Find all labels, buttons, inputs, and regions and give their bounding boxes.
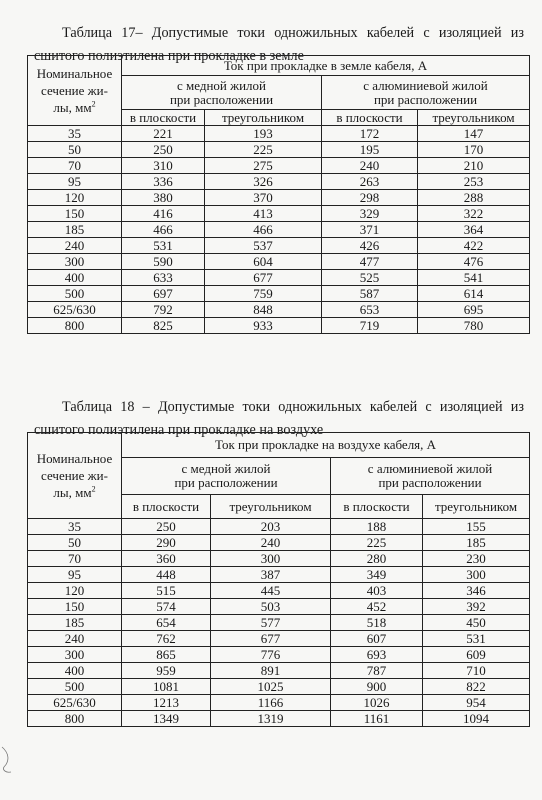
copper-flat-cell: 654: [122, 615, 211, 631]
section-cell: 150: [28, 599, 122, 615]
aluminum-flat-cell: 719: [322, 318, 418, 334]
table-row: [28, 631, 530, 647]
copper-flat-cell: 1081: [122, 679, 211, 695]
aluminum-flat-cell: 280: [331, 551, 423, 567]
copper-trefoil-header: треугольником: [205, 110, 322, 126]
table-17-body: [28, 126, 530, 334]
table-row: [28, 711, 530, 727]
copper-trefoil-cell: 240: [211, 535, 331, 551]
table-row: [28, 567, 530, 583]
aluminum-trefoil-cell: 300: [423, 567, 530, 583]
table-row: [28, 663, 530, 679]
aluminum-flat-cell: 371: [322, 222, 418, 238]
copper-flat-cell: 515: [122, 583, 211, 599]
copper-trefoil-cell: 275: [205, 158, 322, 174]
copper-trefoil-cell: 300: [211, 551, 331, 567]
table-18: [27, 432, 530, 727]
copper-trefoil-cell: 1319: [211, 711, 331, 727]
aluminum-flat-cell: 195: [322, 142, 418, 158]
copper-flat-cell: 825: [122, 318, 205, 334]
aluminum-flat-cell: 693: [331, 647, 423, 663]
section-cell: 95: [28, 174, 122, 190]
section-cell: 150: [28, 206, 122, 222]
aluminum-trefoil-cell: 954: [423, 695, 530, 711]
aluminum-flat-header: в плоскости: [322, 110, 418, 126]
table-row: [28, 615, 530, 631]
aluminum-flat-cell: 900: [331, 679, 423, 695]
aluminum-trefoil-cell: 476: [418, 254, 530, 270]
copper-flat-cell: 336: [122, 174, 205, 190]
section-cell: 800: [28, 711, 122, 727]
aluminum-header: с алюминиевой жилой при расположении: [322, 76, 530, 110]
table-17: [27, 55, 530, 334]
table-row: [28, 270, 530, 286]
aluminum-trefoil-cell: 230: [423, 551, 530, 567]
copper-flat-cell: 360: [122, 551, 211, 567]
section-cell: 120: [28, 190, 122, 206]
copper-trefoil-cell: 503: [211, 599, 331, 615]
current-group-header: Ток при прокладке на воздухе кабеля, А: [122, 433, 530, 458]
current-group-header: Ток при прокладке в земле кабеля, А: [122, 56, 530, 76]
copper-trefoil-cell: 193: [205, 126, 322, 142]
aluminum-flat-cell: 225: [331, 535, 423, 551]
copper-trefoil-cell: 891: [211, 663, 331, 679]
copper-trefoil-cell: 537: [205, 238, 322, 254]
aluminum-trefoil-cell: 541: [418, 270, 530, 286]
copper-flat-cell: 959: [122, 663, 211, 679]
copper-flat-cell: 865: [122, 647, 211, 663]
aluminum-flat-cell: 263: [322, 174, 418, 190]
copper-flat-cell: 380: [122, 190, 205, 206]
section-cell: 800: [28, 318, 122, 334]
copper-flat-cell: 448: [122, 567, 211, 583]
table-row: [28, 190, 530, 206]
copper-flat-cell: 466: [122, 222, 205, 238]
section-cell: 300: [28, 647, 122, 663]
copper-flat-cell: 416: [122, 206, 205, 222]
section-cell: 625/630: [28, 302, 122, 318]
section-cell: 400: [28, 270, 122, 286]
aluminum-flat-cell: 518: [331, 615, 423, 631]
aluminum-flat-cell: 1026: [331, 695, 423, 711]
aluminum-trefoil-cell: 210: [418, 158, 530, 174]
table-row: [28, 695, 530, 711]
aluminum-trefoil-cell: 531: [423, 631, 530, 647]
aluminum-flat-cell: 349: [331, 567, 423, 583]
section-cell: 35: [28, 519, 122, 535]
copper-trefoil-cell: 387: [211, 567, 331, 583]
table-row: [28, 535, 530, 551]
copper-flat-cell: 250: [122, 519, 211, 535]
table-row: [28, 254, 530, 270]
copper-flat-header: в плоскости: [122, 495, 211, 519]
copper-trefoil-header: треугольником: [211, 495, 331, 519]
aluminum-trefoil-cell: 1094: [423, 711, 530, 727]
section-cell: 500: [28, 679, 122, 695]
aluminum-flat-cell: 607: [331, 631, 423, 647]
copper-trefoil-cell: 677: [211, 631, 331, 647]
aluminum-trefoil-cell: 695: [418, 302, 530, 318]
aluminum-trefoil-cell: 253: [418, 174, 530, 190]
section-header: Номинальное сечение жи- лы, $мм^2$: [28, 433, 122, 519]
aluminum-trefoil-header: треугольником: [418, 110, 530, 126]
section-cell: 50: [28, 535, 122, 551]
aluminum-trefoil-cell: 170: [418, 142, 530, 158]
table-row: [28, 126, 530, 142]
copper-flat-cell: 531: [122, 238, 205, 254]
table-row: [28, 222, 530, 238]
aluminum-flat-cell: 188: [331, 519, 423, 535]
copper-flat-cell: 310: [122, 158, 205, 174]
copper-trefoil-cell: 759: [205, 286, 322, 302]
table-row: [28, 647, 530, 663]
table-row: [28, 519, 530, 535]
aluminum-trefoil-cell: 288: [418, 190, 530, 206]
copper-trefoil-cell: 604: [205, 254, 322, 270]
table-row: [28, 679, 530, 695]
copper-trefoil-cell: 577: [211, 615, 331, 631]
table-row: [28, 551, 530, 567]
table-row: [28, 318, 530, 334]
aluminum-trefoil-cell: 346: [423, 583, 530, 599]
aluminum-flat-cell: 477: [322, 254, 418, 270]
copper-flat-cell: 250: [122, 142, 205, 158]
table-row: [28, 599, 530, 615]
copper-flat-cell: 792: [122, 302, 205, 318]
aluminum-flat-cell: 653: [322, 302, 418, 318]
section-cell: 240: [28, 631, 122, 647]
copper-trefoil-cell: 677: [205, 270, 322, 286]
aluminum-flat-cell: 787: [331, 663, 423, 679]
aluminum-trefoil-header: треугольником: [423, 495, 530, 519]
copper-flat-cell: 1349: [122, 711, 211, 727]
aluminum-trefoil-cell: 780: [418, 318, 530, 334]
section-cell: 35: [28, 126, 122, 142]
aluminum-flat-header: в плоскости: [331, 495, 423, 519]
section-cell: 300: [28, 254, 122, 270]
section-cell: 185: [28, 615, 122, 631]
aluminum-flat-cell: 1161: [331, 711, 423, 727]
aluminum-flat-cell: 403: [331, 583, 423, 599]
aluminum-trefoil-cell: 322: [418, 206, 530, 222]
copper-trefoil-cell: 370: [205, 190, 322, 206]
aluminum-trefoil-cell: 422: [418, 238, 530, 254]
table-row: [28, 174, 530, 190]
copper-trefoil-cell: 1025: [211, 679, 331, 695]
aluminum-flat-cell: 587: [322, 286, 418, 302]
section-header: Номинальное сечение жи- лы, $мм^2$: [28, 56, 122, 126]
copper-flat-cell: 762: [122, 631, 211, 647]
copper-trefoil-cell: 1166: [211, 695, 331, 711]
section-cell: 625/630: [28, 695, 122, 711]
copper-trefoil-cell: 326: [205, 174, 322, 190]
copper-flat-cell: 290: [122, 535, 211, 551]
copper-trefoil-cell: 203: [211, 519, 331, 535]
aluminum-flat-cell: 172: [322, 126, 418, 142]
section-cell: 240: [28, 238, 122, 254]
section-cell: 70: [28, 551, 122, 567]
copper-header: с медной жилой при расположении: [122, 458, 331, 495]
aluminum-trefoil-cell: 614: [418, 286, 530, 302]
aluminum-trefoil-cell: 364: [418, 222, 530, 238]
aluminum-flat-cell: 525: [322, 270, 418, 286]
table-row: [28, 583, 530, 599]
copper-flat-cell: 633: [122, 270, 205, 286]
section-cell: 95: [28, 567, 122, 583]
section-cell: 400: [28, 663, 122, 679]
copper-trefoil-cell: 445: [211, 583, 331, 599]
aluminum-flat-cell: 240: [322, 158, 418, 174]
aluminum-flat-cell: 452: [331, 599, 423, 615]
copper-flat-cell: 221: [122, 126, 205, 142]
copper-flat-cell: 574: [122, 599, 211, 615]
aluminum-flat-cell: 298: [322, 190, 418, 206]
table-row: [28, 206, 530, 222]
table-row: [28, 142, 530, 158]
pen-mark-icon: [0, 745, 14, 775]
table-18-caption: Таблица 18 – Допустимые токи одножильных кабелей с изоляцией из сшитого полиэтилена при прокладке на воздухе: [34, 399, 524, 439]
copper-flat-cell: 590: [122, 254, 205, 270]
aluminum-trefoil-cell: 710: [423, 663, 530, 679]
section-cell: 500: [28, 286, 122, 302]
aluminum-trefoil-cell: 185: [423, 535, 530, 551]
section-cell: 70: [28, 158, 122, 174]
aluminum-trefoil-cell: 147: [418, 126, 530, 142]
section-cell: 185: [28, 222, 122, 238]
aluminum-trefoil-cell: 155: [423, 519, 530, 535]
table-18-body: [28, 519, 530, 727]
table-17-caption: Таблица 17– Допустимые токи одножильных кабелей с изоляцией из сшитого полиэтилена при прокладке в земле: [34, 25, 524, 65]
table-row: [28, 286, 530, 302]
aluminum-trefoil-cell: 392: [423, 599, 530, 615]
copper-trefoil-cell: 466: [205, 222, 322, 238]
table-row: [28, 158, 530, 174]
aluminum-header: с алюминиевой жилой при расположении: [331, 458, 530, 495]
aluminum-flat-cell: 426: [322, 238, 418, 254]
table-row: [28, 238, 530, 254]
copper-flat-cell: 1213: [122, 695, 211, 711]
copper-trefoil-cell: 225: [205, 142, 322, 158]
copper-header: с медной жилой при расположении: [122, 76, 322, 110]
copper-flat-header: в плоскости: [122, 110, 205, 126]
aluminum-trefoil-cell: 609: [423, 647, 530, 663]
aluminum-trefoil-cell: 822: [423, 679, 530, 695]
table-row: [28, 302, 530, 318]
copper-trefoil-cell: 933: [205, 318, 322, 334]
copper-trefoil-cell: 413: [205, 206, 322, 222]
section-cell: 50: [28, 142, 122, 158]
section-cell: 120: [28, 583, 122, 599]
aluminum-trefoil-cell: 450: [423, 615, 530, 631]
copper-trefoil-cell: 776: [211, 647, 331, 663]
copper-trefoil-cell: 848: [205, 302, 322, 318]
copper-flat-cell: 697: [122, 286, 205, 302]
aluminum-flat-cell: 329: [322, 206, 418, 222]
